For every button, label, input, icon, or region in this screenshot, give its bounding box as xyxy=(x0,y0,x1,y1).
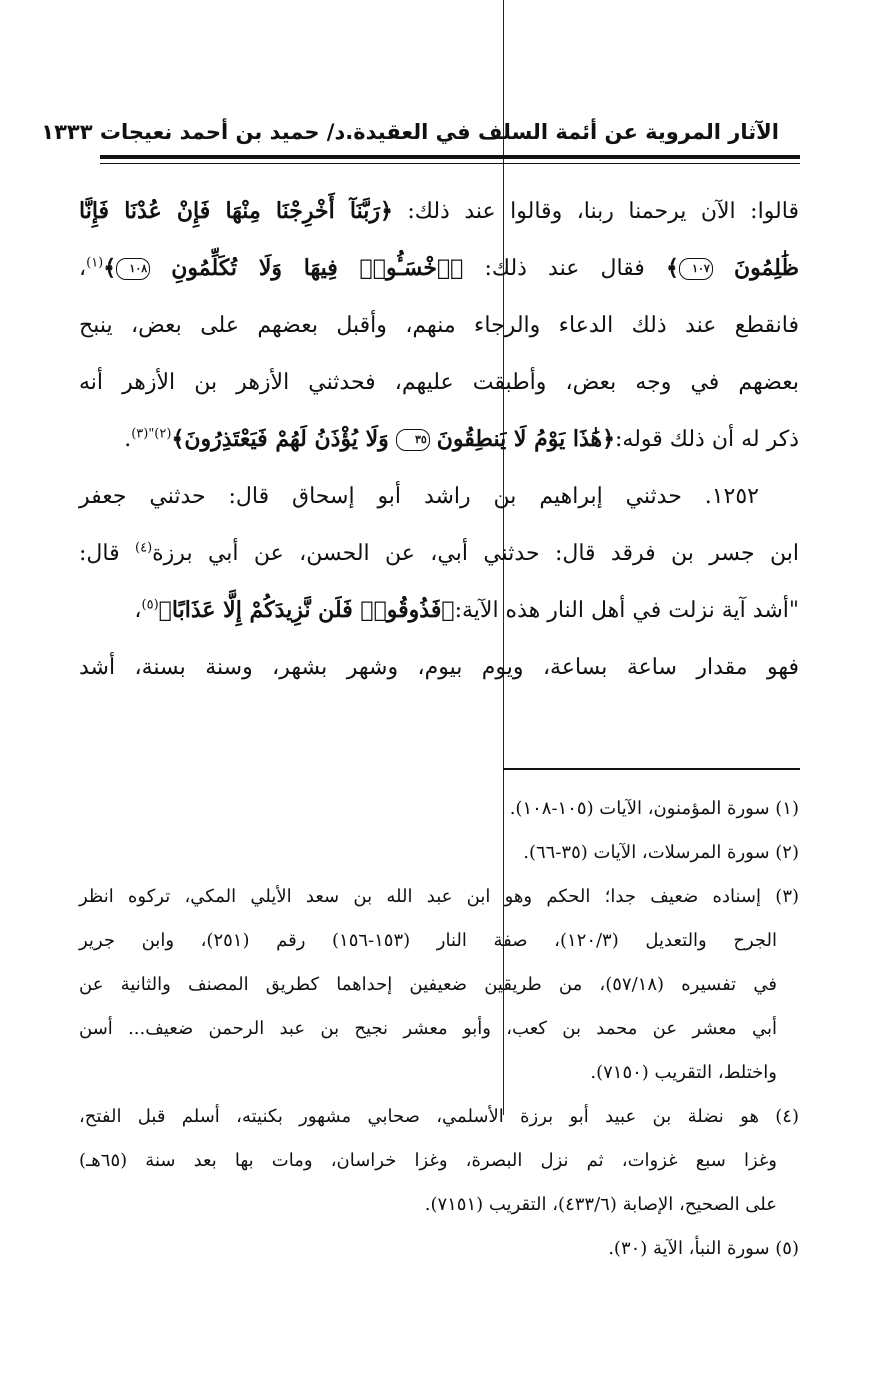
text-line-7 xyxy=(79,525,799,582)
ayah-number-marker: ١٠٨ xyxy=(116,258,150,280)
text-run: ابن جسر بن فرقد قال: حدثني أبي، عن الحسن، عن أبي برزة xyxy=(152,541,800,566)
ayah-number-marker: ٣٥ xyxy=(396,429,430,451)
footnote-3-line-3: في تفسيره (٥٧/١٨)، من طريقين ضعيفين إحداهما كطريق المصنف والثانية عن xyxy=(79,974,777,995)
quran-verse: ﴿رَبَّنَآ أَخْرِجْنَا مِنْهَا فَإِنْ عُدْنَا فَإِنَّا xyxy=(79,198,393,224)
ayah-number-marker: ١٠٧ xyxy=(679,258,713,280)
footnote-4-line-2: وغزا سبع غزوات، ثم نزل البصرة، وغزا خراسان، ومات بها بعد سنة (٦٥هـ) xyxy=(79,1150,777,1171)
text-run: "أشد آية نزلت في أهل النار هذه الآية: xyxy=(454,598,799,623)
footnote-separator xyxy=(503,768,800,770)
text-run: قالوا: الآن يرحمنا ربنا، وقالوا عند ذلك: xyxy=(407,199,799,224)
footnote-3-line-2: الجرح والتعديل (١٢٠/٣)، صفة النار (١٥٣-١٥٦) رقم (٢٥١)، وابن جرير xyxy=(79,930,778,951)
footnote-ref: (٤) xyxy=(135,540,153,556)
text-run: فقال عند ذلك: xyxy=(484,256,645,281)
punctuation: . xyxy=(124,427,132,452)
footnote-ref: (٢)"(٣) xyxy=(131,426,172,442)
footnote-ref: (١) xyxy=(86,255,104,271)
text-run: قال: xyxy=(79,541,120,566)
quran-verse: ظَٰلِمُونَ xyxy=(733,255,799,281)
footnote-3-line-1: (٣) إسناده ضعيف جدا؛ الحكم وهو ابن عبد الله بن سعد الأيلي المكي، تركوه انظر xyxy=(79,886,800,907)
text-run: ذكر له أن ذلك قوله: xyxy=(615,427,799,452)
footnote-5: (٥) سورة النبأ، الآية (٣٠). xyxy=(608,1238,799,1259)
text-line-9: فهو مقدار ساعة بساعة، ويوم بيوم، وشهر بشهر، وسنة بسنة، أشد xyxy=(79,655,799,680)
header-rule-thin xyxy=(100,163,800,164)
text-line-3: فانقطع عند ذلك الدعاء والرجاء منهم، وأقبل بعضهم على بعض، ينبح xyxy=(79,313,799,338)
text-line-8 xyxy=(79,582,799,639)
quran-verse: ﴿هَٰذَا يَوْمُ لَا يَنطِقُونَ xyxy=(436,426,616,452)
quran-verse: ﴿فَذُوقُوا۟ فَلَن نَّزِيدَكُمْ إِلَّا عَذَابًا﴾ xyxy=(158,597,455,623)
footnotes xyxy=(79,787,799,1271)
main-text xyxy=(79,183,799,696)
footnote-1: (١) سورة المؤمنون، الآيات (١٠٥-١٠٨). xyxy=(509,798,799,819)
footnote-2: (٢) سورة المرسلات، الآيات (٣٥-٦٦). xyxy=(523,842,799,863)
footnote-3-line-4: أبي معشر عن محمد بن كعب، وأبو معشر نجيح بن عبد الرحمن ضعيف... أسن xyxy=(79,1018,777,1039)
footnote-3-line-5: واختلط، التقريب (٧١٥٠). xyxy=(590,1062,777,1083)
quran-bracket: ﴾ xyxy=(665,255,679,281)
footnote-4-line-1: (٤) هو نضلة بن عبيد أبو برزة الأسلمي، صحابي مشهور بكنيته، أسلم قبل الفتح، xyxy=(79,1106,799,1127)
text-line-4: بعضهم في وجه بعض، وأطبقت عليهم، فحدثني الأزهر بن الأزهر أنه xyxy=(79,370,799,395)
footnote-4-line-3: على الصحيح، الإصابة (٤٣٣/٦)، التقريب (٧١٥١). xyxy=(424,1194,777,1215)
text-line-6: ١٢٥٢. حدثني إبراهيم بن راشد أبو إسحاق قال: حدثني جعفر xyxy=(79,484,759,509)
quran-verse: وَلَا يُؤْذَنُ لَهُمْ فَيَعْتَذِرُونَ﴾ xyxy=(171,426,389,452)
footnote-ref: (٥) xyxy=(141,597,159,613)
text-line-5 xyxy=(79,411,799,468)
quran-bracket: ﴾ xyxy=(103,255,117,281)
running-header: الآثار المروية عن أئمة السلف في العقيدة.د/ حميد بن أحمد نعيجات ١٣٣٣ xyxy=(41,120,779,144)
punctuation: ، xyxy=(134,598,142,623)
header-rule-thick xyxy=(100,155,800,159)
text-line-2 xyxy=(79,240,799,297)
quran-verse: ﴿ٱخْسَـُٔوا۟ فِيهَا وَلَا تُكَلِّمُونِ xyxy=(171,255,464,281)
punctuation: ، xyxy=(79,256,87,281)
text-line-1 xyxy=(79,183,799,240)
